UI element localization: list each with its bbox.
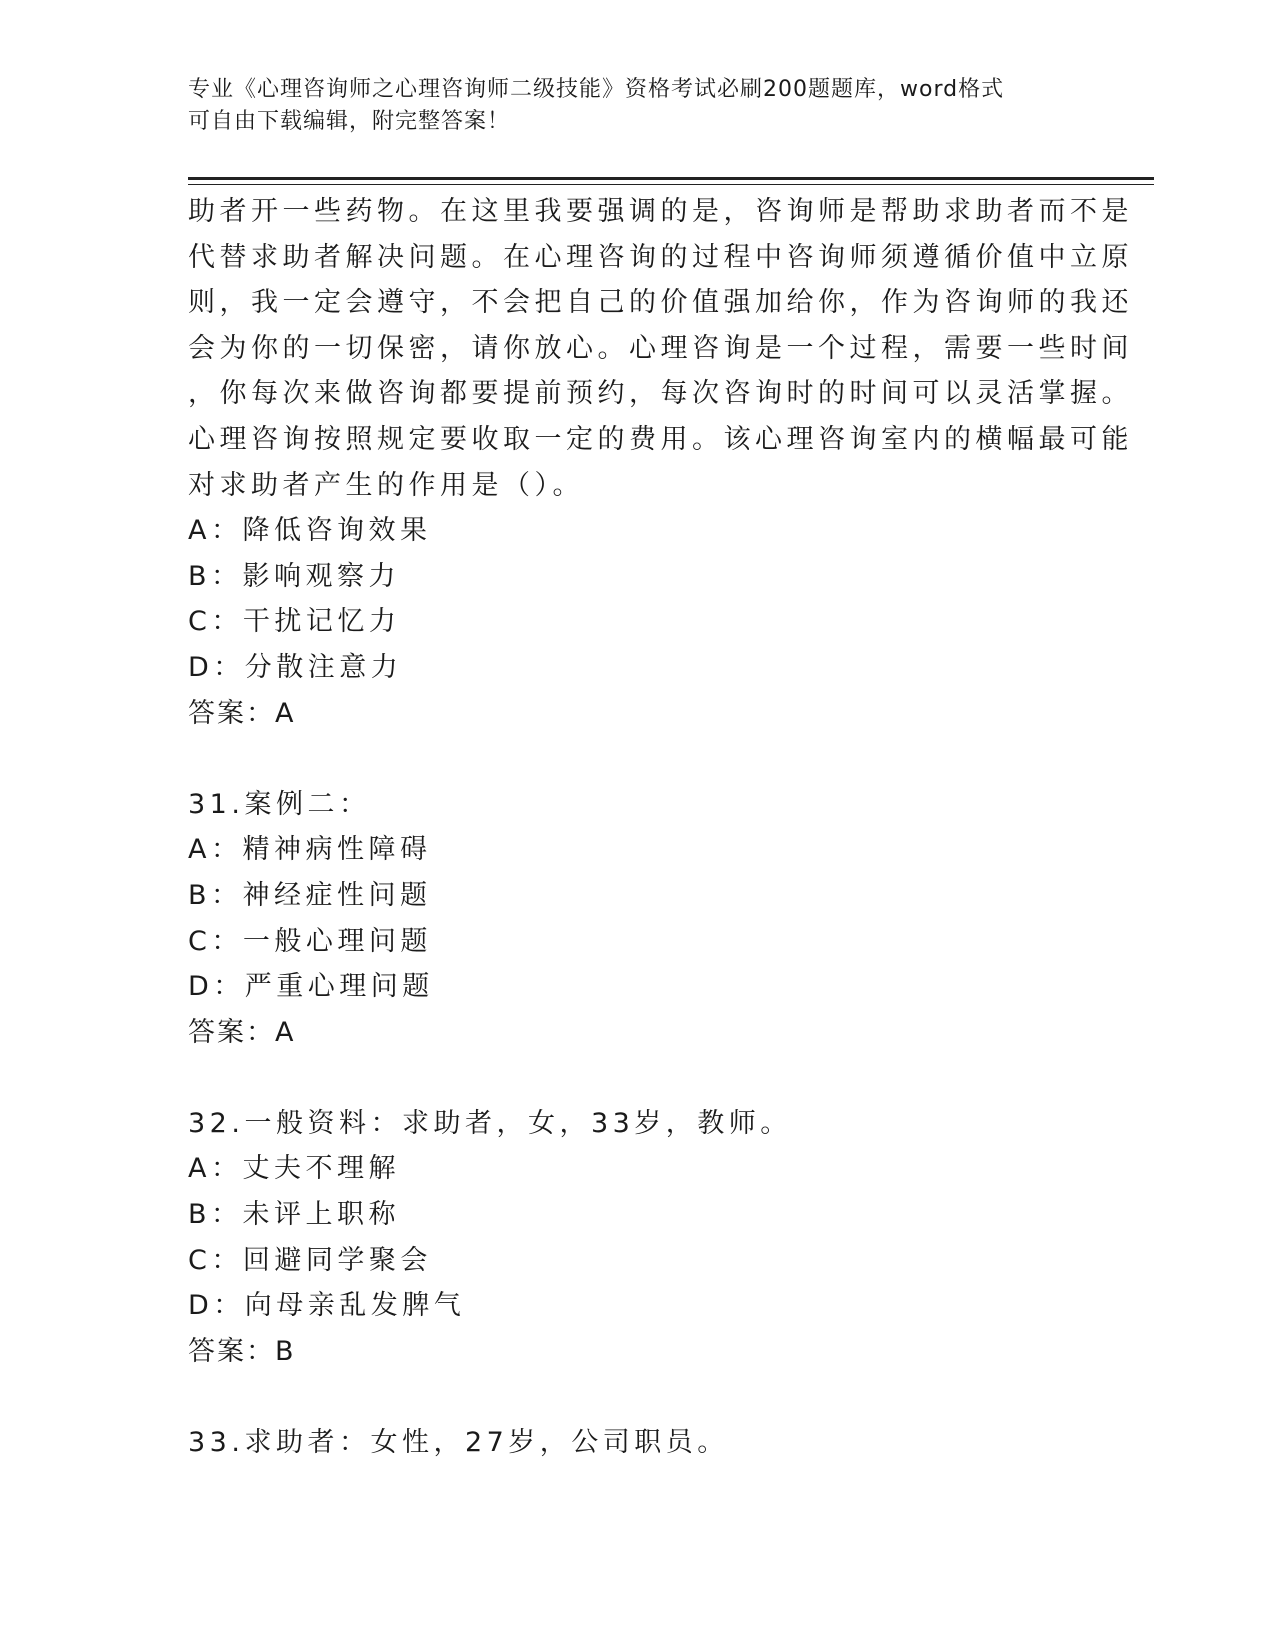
option-d: D：分散注意力: [188, 651, 403, 683]
option-b: B：未评上职称: [188, 1199, 401, 1231]
option-a: A：精神病性障碍: [188, 834, 432, 866]
question-passage: [188, 189, 1133, 508]
question-stem-32: 32.一般资料：求助者，女，33岁，教师。: [188, 1107, 792, 1139]
spacer: [188, 736, 1068, 782]
header-rule-thick: [188, 177, 1154, 180]
option-d: D：向母亲乱发脾气: [188, 1290, 466, 1322]
option-a: A：降低咨询效果: [188, 515, 432, 547]
option-c: C：一般心理问题: [188, 925, 432, 957]
spacer: [188, 1055, 1068, 1101]
passage-line: 心理咨询按照规定要收取一定的费用。该心理咨询室内的横幅最可能: [188, 423, 1133, 455]
option-a: A：丈夫不理解: [188, 1153, 400, 1185]
passage-line: 对求助者产生的作用是（）。: [188, 469, 584, 501]
passage-line: 则，我一定会遵守，不会把自己的价值强加给你，作为咨询师的我还: [188, 287, 1133, 319]
passage-line: 会为你的一切保密，请你放心。心理咨询是一个过程，需要一些时间: [188, 332, 1133, 364]
option-b: B：神经症性问题: [188, 879, 432, 911]
page-header: [188, 74, 1068, 138]
option-c: C：干扰记忆力: [188, 606, 401, 638]
header-rule-thin: [188, 184, 1154, 185]
option-c: C：回避同学聚会: [188, 1244, 432, 1276]
answer-line: 答案：A: [188, 1016, 296, 1048]
passage-line: 代替求助者解决问题。在心理咨询的过程中咨询师须遵循价值中立原: [188, 241, 1133, 273]
question-stem-33: 33.求助者：女性，27岁，公司职员。: [188, 1427, 729, 1459]
passage-line: ，你每次来做咨询都要提前预约，每次咨询时的时间可以灵活掌握。: [188, 378, 1133, 410]
spacer: [188, 1374, 1068, 1420]
option-d: D：严重心理问题: [188, 971, 434, 1003]
option-b: B：影响观察力: [188, 560, 401, 592]
question-stem-31: 31.案例二：: [188, 788, 371, 820]
answer-line: 答案：A: [188, 697, 296, 729]
header-line-1: 专业《心理咨询师之心理咨询师二级技能》资格考试必刷200题题库，word格式: [188, 77, 1005, 102]
document-body: [188, 189, 1133, 1466]
header-line-2: 可自由下载编辑，附完整答案！: [188, 109, 511, 134]
passage-line: 助者开一些药物。在这里我要强调的是，咨询师是帮助求助者而不是: [188, 196, 1133, 227]
answer-line: 答案：B: [188, 1335, 296, 1367]
